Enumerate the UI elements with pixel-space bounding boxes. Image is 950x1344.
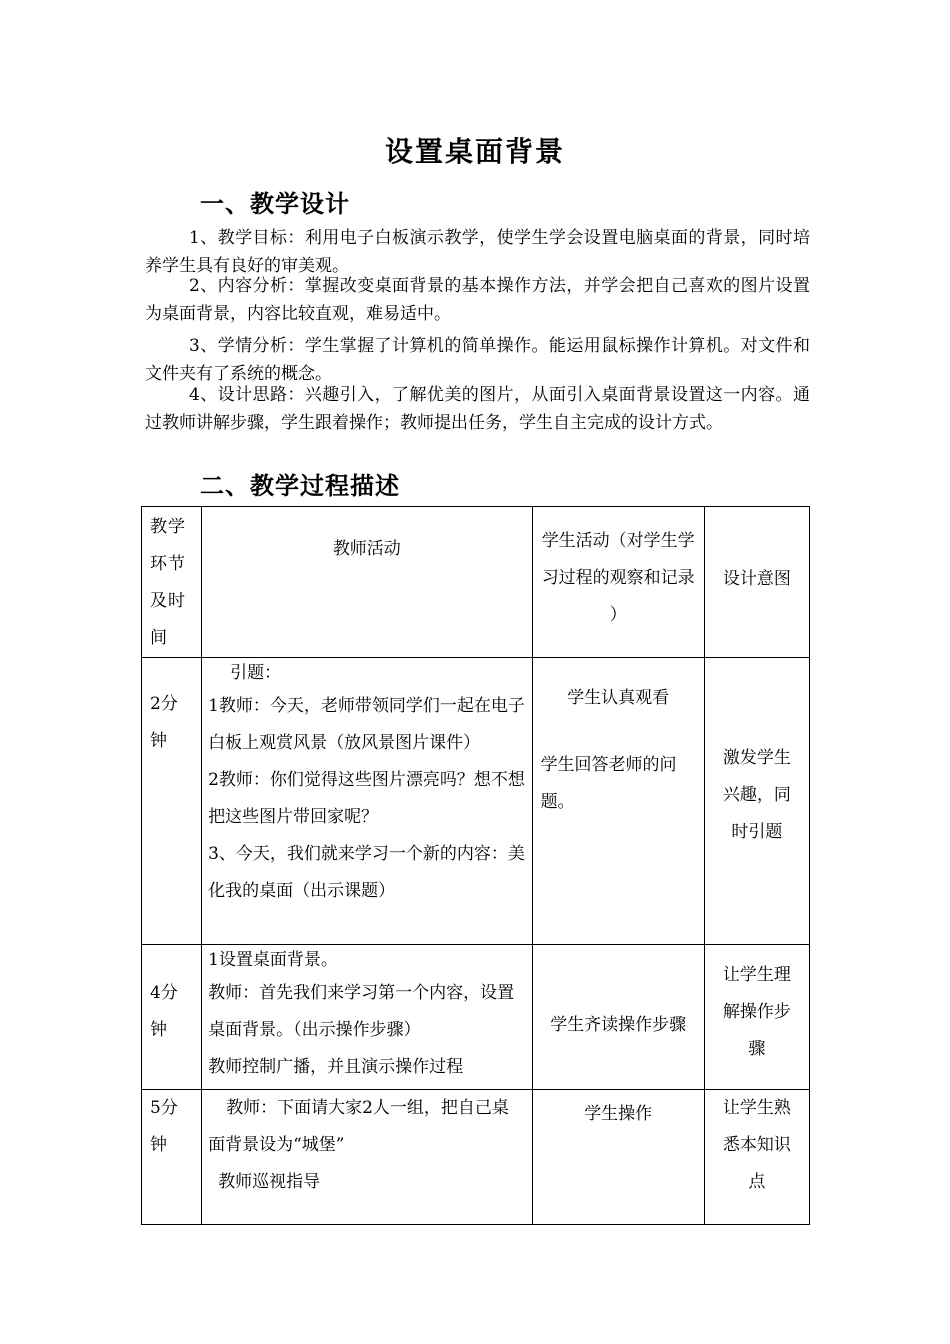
row-intent-cell xyxy=(704,945,809,1090)
row-intent: 让学生熟悉本知识点 xyxy=(722,1098,791,1192)
row-intent-cell xyxy=(704,658,809,945)
header-stage-time-label: 教学环节及时间 xyxy=(150,517,186,648)
teacher-line: 教师控制广播，并且演示操作过程 xyxy=(208,1057,464,1077)
row-time: 4分钟 xyxy=(150,983,178,1040)
row-time: 5分钟 xyxy=(150,1098,178,1155)
teacher-line: 1教师：今天，老师带领同学们一起在电子白板上观赏风景（放风景图片课件） xyxy=(208,696,525,753)
row-student-cell xyxy=(532,945,704,1090)
header-stage-time xyxy=(142,507,202,658)
paragraph-objective: 1、教学目标：利用电子白板演示教学，使学生学会设置电脑桌面的背景，同时培养学生具有良好的审美观。 xyxy=(145,228,810,276)
row-teacher-cell xyxy=(202,945,532,1090)
row-time: 2分钟 xyxy=(150,694,178,751)
row-intent: 激发学生兴趣，同时引题 xyxy=(722,748,791,842)
row-teacher-cell xyxy=(202,658,532,945)
header-student-activity-label: 学生活动（对学生学习过程的观察和记录 ） xyxy=(541,531,695,625)
teacher-line: 2教师：你们觉得这些图片漂亮吗？想不想把这些图片带回家呢？ xyxy=(208,770,525,827)
teacher-line: 教师：首先我们来学习第一个内容，设置桌面背景。（出示操作步骤） xyxy=(208,983,515,1040)
table-row xyxy=(142,658,810,945)
header-student-activity xyxy=(532,507,704,658)
student-line: 学生齐读操作步骤 xyxy=(550,1015,687,1035)
teaching-process-table xyxy=(141,506,810,1225)
row-time-cell xyxy=(142,1090,202,1225)
table-row xyxy=(142,1090,810,1225)
row-time-cell xyxy=(142,945,202,1090)
row-intent: 让学生理解操作步骤 xyxy=(722,965,791,1059)
row-teacher-cell xyxy=(202,1090,532,1225)
teacher-line: 引题： xyxy=(230,663,282,683)
table-header-row xyxy=(142,507,810,658)
header-design-intent-label: 设计意图 xyxy=(722,569,791,589)
row-time-cell xyxy=(142,658,202,945)
table-row xyxy=(142,945,810,1090)
student-line: 学生认真观看 xyxy=(567,688,670,708)
paragraph-content-analysis: 2、内容分析：掌握改变桌面背景的基本操作方法，并学会把自己喜欢的图片设置为桌面背景，内容比较直观，难易适中。 xyxy=(145,276,810,324)
row-intent-cell xyxy=(704,1090,809,1225)
student-line: 学生操作 xyxy=(584,1104,653,1124)
section-heading-design: 一、教学设计 xyxy=(200,190,350,218)
document-title: 设置桌面背景 xyxy=(384,135,565,168)
teacher-line: 1设置桌面背景。 xyxy=(208,950,338,970)
row-student-cell xyxy=(532,658,704,945)
teacher-line: 教师巡视指导 xyxy=(218,1172,321,1192)
student-line: 学生回答老师的问题。 xyxy=(540,755,677,812)
header-design-intent xyxy=(704,507,809,658)
teacher-line: 3、今天，我们就来学习一个新的内容：美化我的桌面（出示课题） xyxy=(208,844,525,901)
paragraph-learner-analysis: 3、学情分析：学生掌握了计算机的简单操作。能运用鼠标操作计算机。对文件和文件夹有了系统的概念。 xyxy=(145,336,810,384)
paragraph-design-idea: 4、设计思路：兴趣引入，了解优美的图片，从面引入桌面背景设置这一内容。通过教师讲解步骤，学生跟着操作；教师提出任务，学生自主完成的设计方式。 xyxy=(145,385,810,433)
teacher-line: 教师：下面请大家2人一组，把自己桌面背景设为“城堡” xyxy=(208,1098,509,1155)
header-teacher-activity xyxy=(202,507,532,658)
header-teacher-activity-label: 教师活动 xyxy=(332,539,401,559)
section-heading-process: 二、教学过程描述 xyxy=(200,472,400,500)
row-student-cell xyxy=(532,1090,704,1225)
